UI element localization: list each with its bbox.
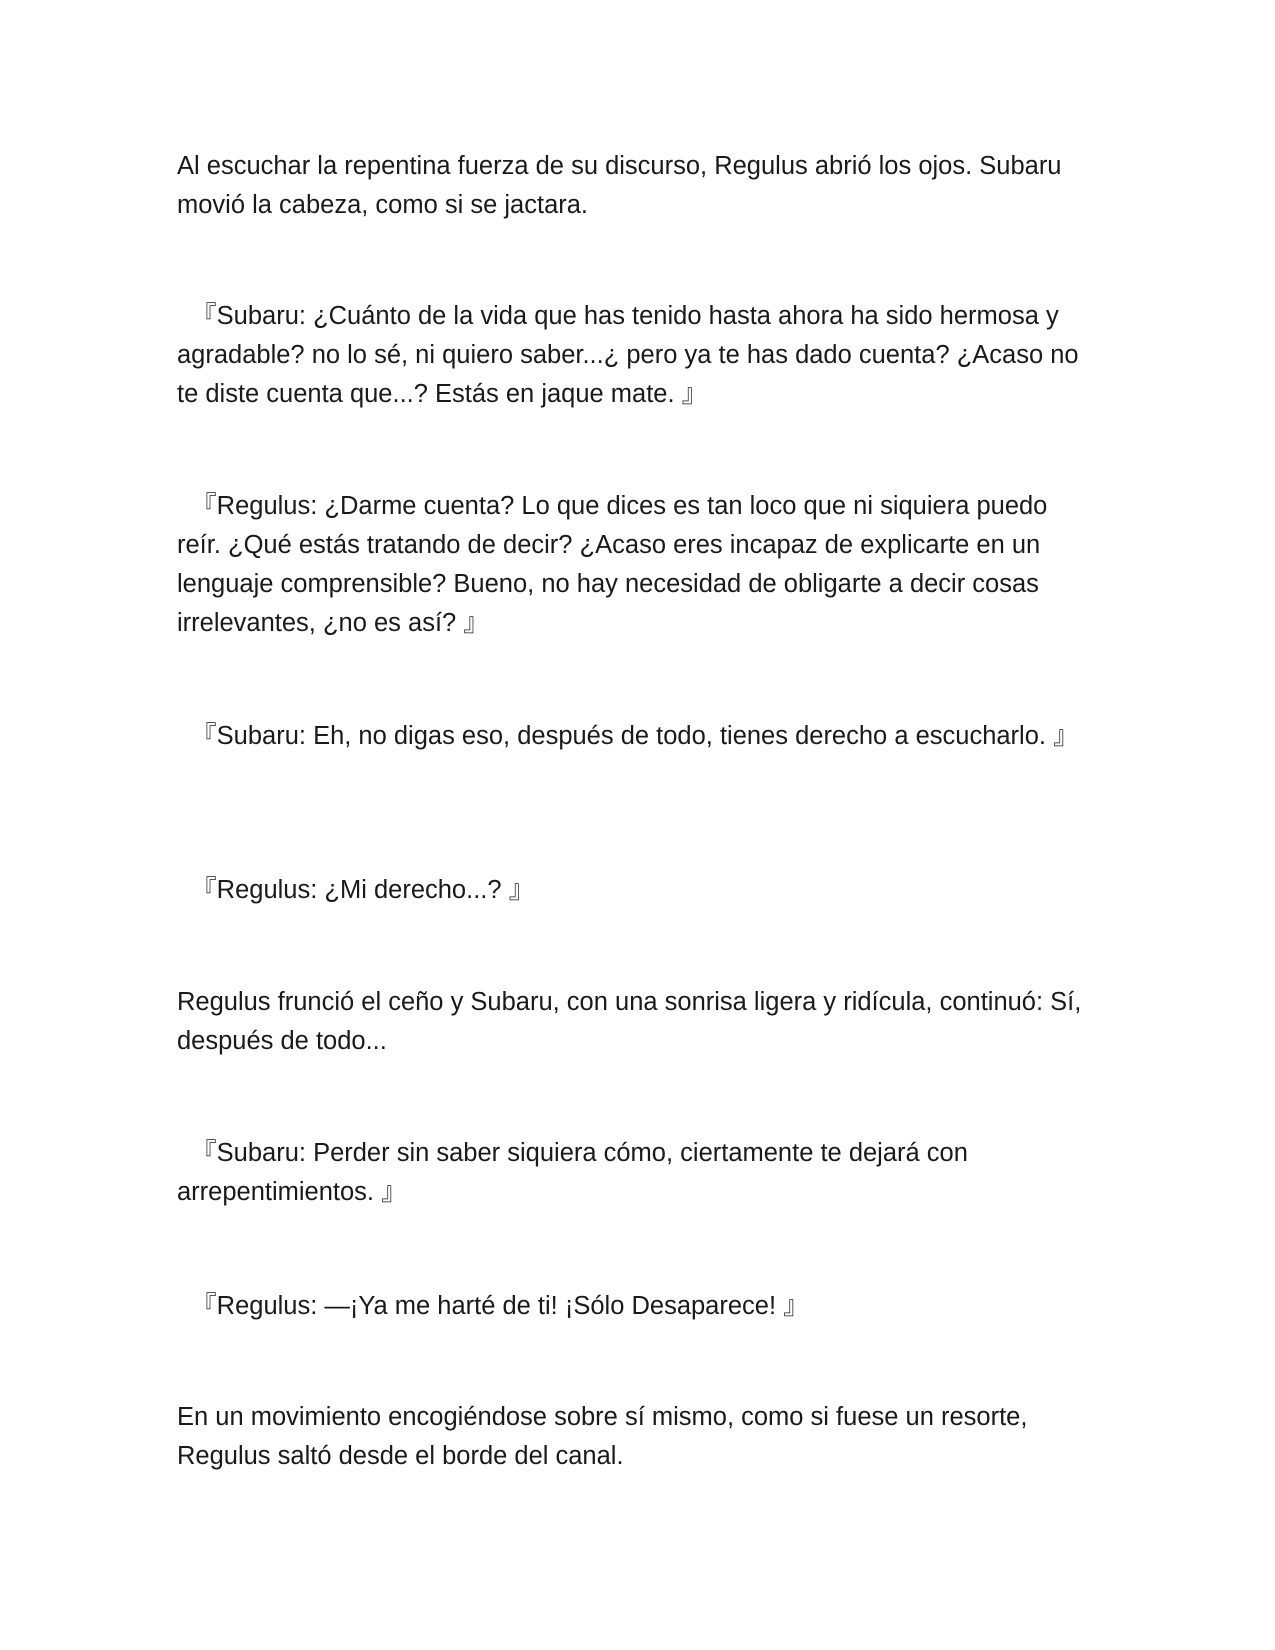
paragraph-dialogue-subaru-3: 『Subaru: Perder sin saber siquiera cómo, ciertamente te dejará con arrepentimientos. 』 xyxy=(177,1139,975,1206)
paragraph-dialogue-regulus-3: 『Regulus: —¡Ya me harté de ti! ¡Sólo Desaparece! 』 xyxy=(177,1292,809,1320)
paragraph-narration-3: En un movimiento encogiéndose sobre sí mismo, como si fuese un resorte, Regulus saltó desde el borde del canal. xyxy=(177,1403,1035,1470)
paragraph-dialogue-regulus-1: 『Regulus: ¿Darme cuenta? Lo que dices es tan loco que ni siquiera puedo reír. ¿Qué estás tratando de decir? ¿Acaso eres incapaz de explicarte en un lenguaje comprensible? Bueno, no hay necesidad de obligarte a decir cosas irrelevantes, ¿no es así? 』 xyxy=(177,492,1055,637)
paragraph-narration-2: Regulus frunció el ceño y Subaru, con una sonrisa ligera y ridícula, continuó: Sí, después de todo... xyxy=(177,988,1089,1055)
paragraph-dialogue-regulus-2: 『Regulus: ¿Mi derecho...? 』 xyxy=(177,876,535,904)
paragraph-dialogue-subaru-2: 『Subaru: Eh, no digas eso, después de todo, tienes derecho a escucharlo. 』 xyxy=(177,722,1079,750)
paragraph-dialogue-subaru-1: 『Subaru: ¿Cuánto de la vida que has tenido hasta ahora ha sido hermosa y agradable? no lo sé, ni quiero saber...¿ pero ya te has dado cuenta? ¿Acaso no te diste cuenta que...? Estás en jaque mate. 』 xyxy=(177,302,1086,408)
paragraph-narration-1: Al escuchar la repentina fuerza de su discurso, Regulus abrió los ojos. Subaru movió la cabeza, como si se jactara. xyxy=(177,152,1069,219)
